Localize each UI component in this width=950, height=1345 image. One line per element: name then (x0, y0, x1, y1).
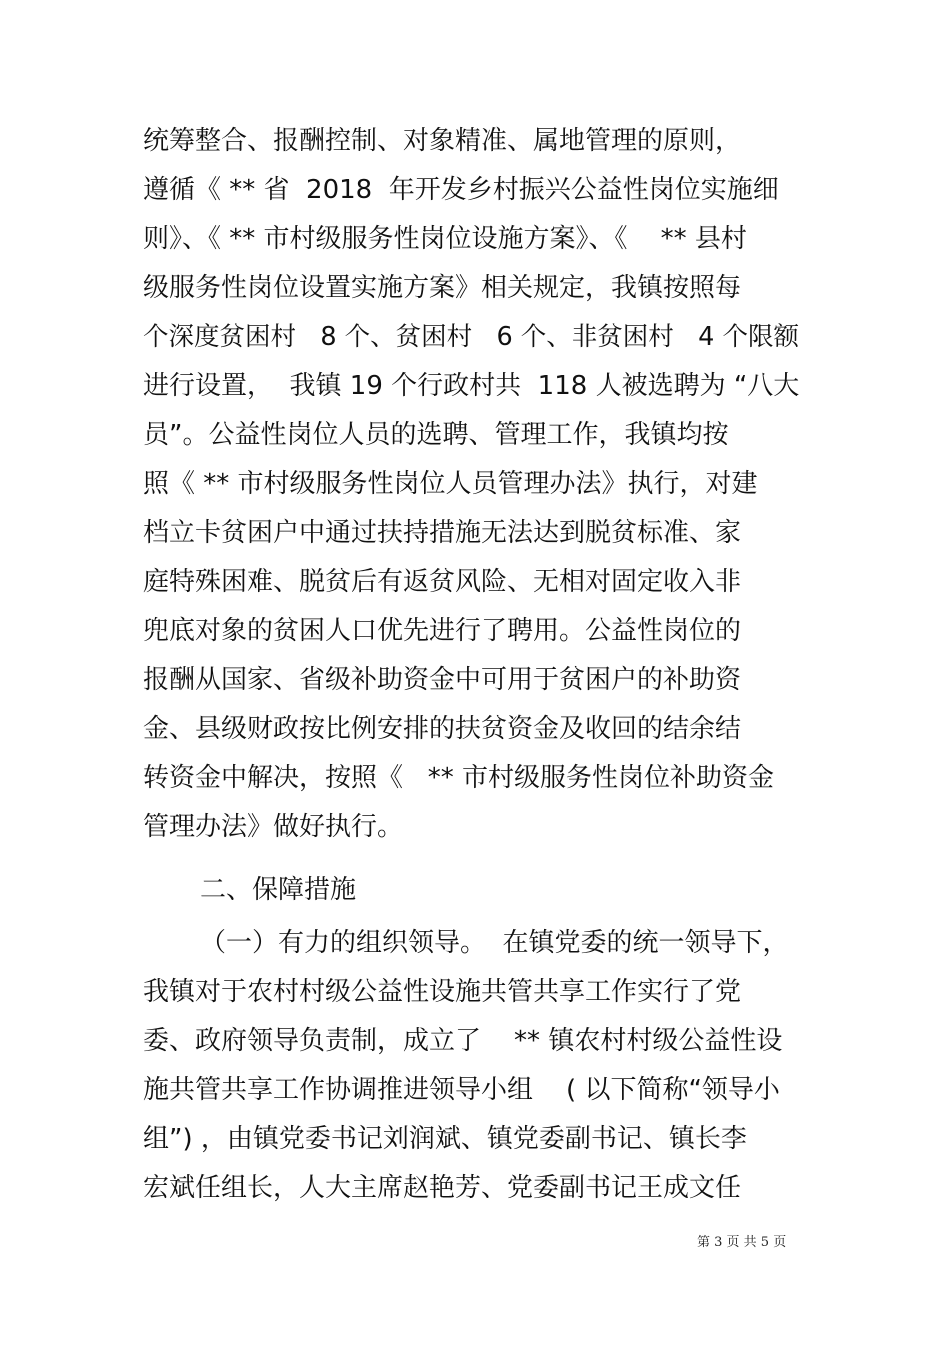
text-line-4: 级服务性岗位设置实施方案》相关规定，我镇按照每 (143, 273, 742, 303)
section-heading: 二、保障措施 (200, 875, 357, 905)
text-line-6: 进行设置， 我镇 19 个行政村共 118 人被选聘为 “八大 (143, 371, 800, 401)
text-line-20: 施共管共享工作协调推进领导小组 ( 以下简称“领导小 (143, 1075, 780, 1105)
text-line-22: 宏斌任组长，人大主席赵艳芳、党委副书记王成文任 (143, 1173, 742, 1203)
text-line-13: 金、县级财政按比例安排的扶贫资金及收回的结余结 (143, 714, 742, 744)
text-line-10: 庭特殊困难、脱贫后有返贫风险、无相对固定收入非 (143, 567, 742, 597)
text-line-15: 管理办法》做好执行。 (143, 812, 404, 842)
text-line-7: 员”。公益性岗位人员的选聘、管理工作，我镇均按 (143, 420, 729, 450)
text-line-19: 委、政府领导负责制，成立了 ** 镇农村村级公益性设 (143, 1026, 783, 1056)
text-line-18: 我镇对于农村村级公益性设施共管共享工作实行了党 (143, 977, 742, 1007)
text-line-12: 报酬从国家、省级补助资金中可用于贫困户的补助资 (143, 665, 742, 695)
text-line-11: 兜底对象的贫困人口优先进行了聘用。公益性岗位的 (143, 616, 742, 646)
text-line-21: 组”) ，由镇党委书记刘润斌、镇党委副书记、镇长李 (143, 1124, 747, 1154)
page-footer: 第 3 页 共 5 页 (697, 1235, 787, 1250)
text-line-2: 遵循《 ** 省 2018 年开发乡村振兴公益性岗位实施细 (143, 175, 779, 205)
text-line-17: （一）有力的组织领导。 在镇党委的统一领导下， (200, 928, 789, 958)
text-line-9: 档立卡贫困户中通过扶持措施无法达到脱贫标准、家 (143, 518, 742, 548)
text-line-14: 转资金中解决，按照《 ** 市村级服务性岗位补助资金 (143, 763, 775, 793)
text-line-1: 统筹整合、报酬控制、对象精准、属地管理的原则， (143, 126, 742, 156)
text-line-3: 则》、《 ** 市村级服务性岗位设施方案》、《 ** 县村 (143, 224, 747, 254)
text-line-8: 照《 ** 市村级服务性岗位人员管理办法》执行，对建 (143, 469, 758, 499)
text-line-5: 个深度贫困村 8 个、贫困村 6 个、非贫困村 4 个限额 (143, 322, 799, 352)
